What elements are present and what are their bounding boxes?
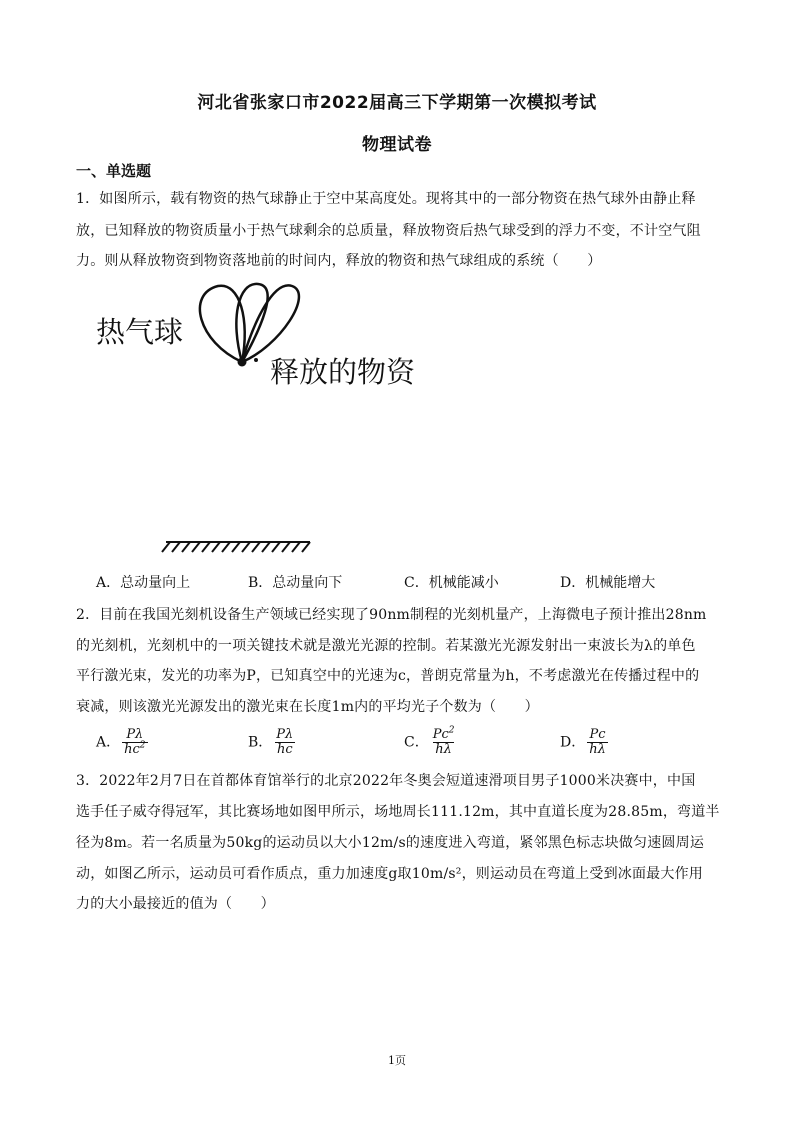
page-number: 1页 (388, 1054, 406, 1067)
q2-line-2: 的光刻机，光刻机中的一项关键技术就是激光光源的控制。若某激光光源发射出一束波长为λ的单色 (76, 638, 696, 654)
ground-icon (162, 542, 310, 552)
q1-line-3: 力。则从释放物资到物资落地前的时间内，释放的物资和热气球组成的系统（ ） (76, 253, 602, 269)
q2-option-d[interactable] (560, 728, 608, 757)
balloon-label: 热气球 (96, 315, 184, 349)
q3-line-3: 径为8m。若一名质量为50kg的运动员以大小12m/s的速度进入弯道，紧邻黑色标志块做匀速圆周运 (76, 835, 705, 851)
q1-option-c[interactable]: C．机械能减小 (404, 575, 499, 591)
q3-line-2: 选手任子威夺得冠军，其比赛场地如图甲所示，场地周长111.12m，其中直道长度为28.85m，弯道半 (76, 804, 720, 820)
option-letter: B． (248, 734, 273, 751)
released-cargo-dot (254, 358, 258, 362)
exam-subtitle: 物理试卷 (362, 135, 432, 155)
q1-option-b[interactable]: B．总动量向下 (248, 575, 343, 591)
option-fraction: $\frac{Pc}{h\lambda}$ (589, 727, 606, 757)
q1-option-d[interactable]: D．机械能增大 (560, 575, 656, 591)
hot-air-balloon-icon (200, 284, 299, 362)
option-letter: C． (404, 734, 429, 751)
q3-line-1: 3．2022年2月7日在首都体育馆举行的北京2022年冬奥会短道速滑项目男子1000米决赛中，中国 (76, 773, 696, 789)
option-letter: D． (560, 734, 586, 751)
q2-line-4: 衰减，则该激光光源发出的激光束在长度1m内的平均光子个数为（ ） (76, 699, 539, 715)
q2-option-b[interactable] (248, 728, 295, 757)
section-heading: 一、单选题 (76, 162, 152, 180)
q2-option-a[interactable] (96, 728, 148, 757)
cargo-label: 释放的物资 (270, 355, 416, 389)
option-fraction: $\frac{Pc^2}{h\lambda}$ (432, 725, 455, 757)
option-letter: A． (96, 734, 121, 751)
option-fraction: $\frac{P\lambda}{hc^2}$ (124, 727, 146, 757)
q3-line-5: 力的大小最接近的值为（ ） (76, 896, 275, 912)
q2-line-1: 2．目前在我国光刻机设备生产领域已经实现了90nm制程的光刻机量产，上海微电子预计推出28nm (76, 607, 707, 623)
cargo-dot (238, 358, 247, 367)
q1-line-1: 1．如图所示，载有物资的热气球静止于空中某高度处。现将其中的一部分物资在热气球外由静止释 (76, 191, 696, 207)
q1-option-a[interactable]: A．总动量向上 (96, 575, 191, 591)
q2-option-c[interactable] (404, 725, 456, 757)
exam-title: 河北省张家口市2022届高三下学期第一次模拟考试 (197, 93, 597, 113)
q2-line-3: 平行激光束，发光的功率为P，已知真空中的光速为c，普朗克常量为h，不考虑激光在传播过程中的 (76, 668, 700, 684)
balloon-figure (90, 280, 450, 555)
q3-line-4: 动，如图乙所示，运动员可看作质点，重力加速度g取10m/s²，则运动员在弯道上受到冰面最大作用 (76, 866, 703, 882)
option-fraction: $\frac{P\lambda}{hc}$ (276, 727, 294, 757)
q1-line-2: 放，已知释放的物资质量小于热气球剩余的总质量，释放物资后热气球受到的浮力不变，不计空气阻 (76, 223, 701, 239)
